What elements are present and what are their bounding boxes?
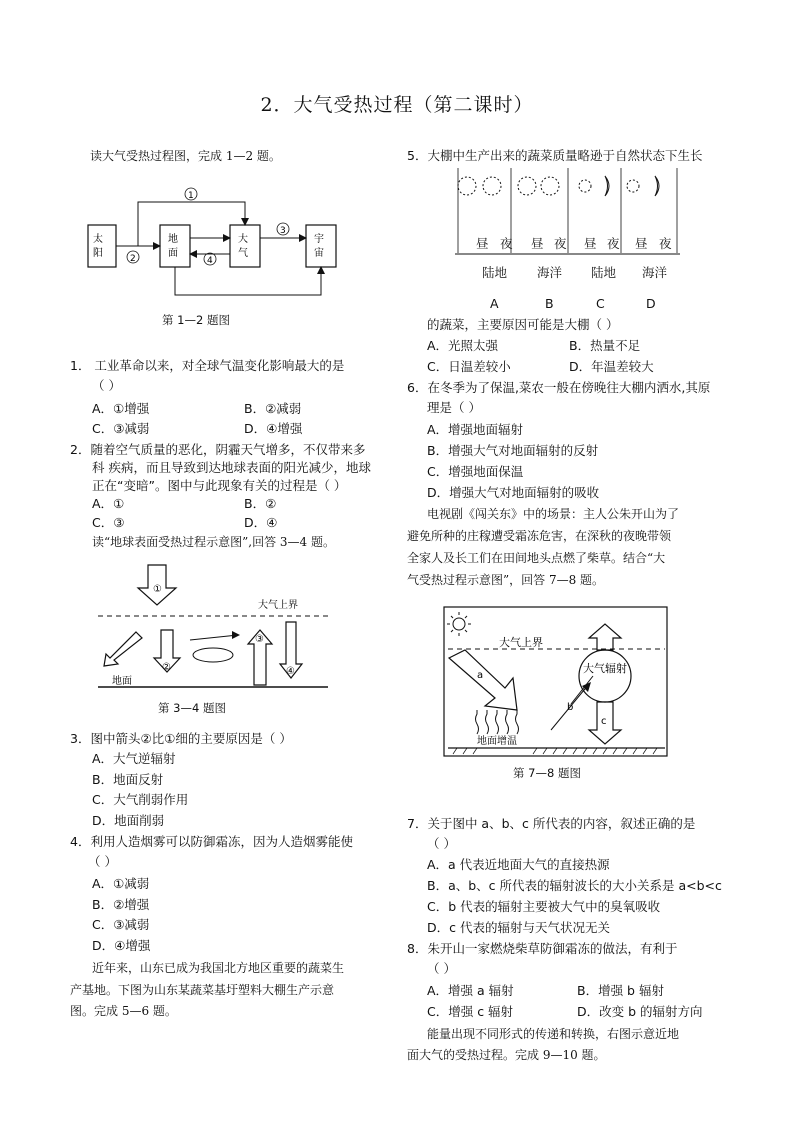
box-atmosphere xyxy=(230,225,260,267)
q8-option-d[interactable]: D．改变 b 的辐射方向 xyxy=(577,1004,703,1019)
intro-5-6-line3: 图。完成 5—6 题。 xyxy=(70,1004,177,1018)
figure-7-8-caption: 第 7—8 题图 xyxy=(513,766,581,780)
q2-line1: 2．随着空气质量的恶化，阴霾天气增多，不仅带来多 xyxy=(70,442,366,457)
box-sun xyxy=(88,225,116,267)
q2-option-a[interactable]: A．① xyxy=(92,496,125,511)
q4-paren: （ ） xyxy=(88,854,117,869)
q2-option-c[interactable]: C．③ xyxy=(92,515,125,530)
intro-7-8-line3: 全家人及长工们在田间地头点燃了柴草。结合“大 xyxy=(407,551,666,565)
q2-line3: 正在“变暗”。图中与此现象有关的过程是（ ） xyxy=(92,478,347,493)
q1-option-c[interactable]: C．③减弱 xyxy=(92,421,150,436)
intro-3-4: 读“地球表面受热过程示意图”,回答 3—4 题。 xyxy=(92,535,335,549)
q4-option-d[interactable]: D．④增强 xyxy=(92,938,151,953)
fig5-letter-b: B xyxy=(545,296,554,311)
q7-option-b[interactable]: B．a、b、c 所代表的辐射波长的大小关系是 a<b<c xyxy=(427,878,722,893)
q5-option-a[interactable]: A．光照太强 xyxy=(427,338,499,353)
q8-paren: （ ） xyxy=(427,961,456,976)
q1-option-d[interactable]: D．④增强 xyxy=(244,421,303,436)
q8-option-a[interactable]: A．增强 a 辐射 xyxy=(427,983,514,998)
q3-option-c[interactable]: C．大气削弱作用 xyxy=(92,792,189,807)
fig5-day-3: 昼 xyxy=(584,236,597,251)
intro-7-8-line2: 避免所种的庄稼遭受霜冻危害，在深秋的夜晚带领 xyxy=(407,529,672,543)
q1-stem: 1． 工业革命以来，对全球气温变化影响最大的是 xyxy=(70,358,345,373)
svg-text:面: 面 xyxy=(168,248,178,259)
q7-option-d[interactable]: D．c 代表的辐射与天气状况无关 xyxy=(427,920,610,935)
fig5-letter-c: C xyxy=(596,296,605,311)
box-ground xyxy=(160,225,190,267)
q5-stem2: 的蔬菜，主要原因可能是大棚（ ） xyxy=(427,317,619,332)
q6-line2: 理是（ ） xyxy=(427,400,481,415)
svg-text:宙: 宙 xyxy=(314,248,324,259)
fig5-group-3: 陆地 xyxy=(591,265,617,280)
figure-3-4-caption: 第 3—4 题图 xyxy=(158,701,226,715)
q7-paren: （ ） xyxy=(427,836,456,851)
svg-text:①: ① xyxy=(153,584,162,595)
q5-option-c[interactable]: C．日温差较小 xyxy=(427,359,511,374)
q6-option-d[interactable]: D．增强大气对地面辐射的吸收 xyxy=(427,485,600,500)
q2-option-b[interactable]: B．② xyxy=(244,496,277,511)
fig5-group-1: 陆地 xyxy=(482,265,508,280)
fig5-group-4: 海洋 xyxy=(642,265,668,280)
svg-text:③: ③ xyxy=(255,634,264,645)
q3-option-d[interactable]: D．地面削弱 xyxy=(92,813,165,828)
q2-line2: 科 疾病，而且导致到达地球表面的阳光减少，地球 xyxy=(92,460,371,475)
intro-9-10-line1: 能量出现不同形式的传递和转换，右图示意近地 xyxy=(427,1027,680,1041)
q3-option-a[interactable]: A．大气逆辐射 xyxy=(92,751,176,766)
fig5-day-2: 昼 xyxy=(531,236,544,251)
q6-option-a[interactable]: A．增强地面辐射 xyxy=(427,422,524,437)
figure-1-2-caption: 第 1—2 题图 xyxy=(162,313,230,327)
q8-option-b[interactable]: B．增强 b 辐射 xyxy=(577,983,664,998)
fig5-night-4: 夜 xyxy=(659,236,672,251)
svg-text:④: ④ xyxy=(286,666,295,677)
svg-text:地: 地 xyxy=(168,234,178,245)
q4-stem: 4．利用人造烟雾可以防御霜冻，因为人造烟雾能使 xyxy=(70,834,353,849)
svg-text:大气辐射: 大气辐射 xyxy=(583,662,627,675)
q3-stem: 3．图中箭头②比①细的主要原因是（ ） xyxy=(70,731,292,746)
q5-option-b[interactable]: B．热量不足 xyxy=(569,338,641,353)
svg-text:1: 1 xyxy=(188,191,194,201)
intro-7-8-line4: 气受热过程示意图”，回答 7—8 题。 xyxy=(407,573,605,587)
q8-option-c[interactable]: C．增强 c 辐射 xyxy=(427,1004,514,1019)
svg-text:大气上界: 大气上界 xyxy=(258,600,298,611)
svg-text:大: 大 xyxy=(238,234,248,245)
figure-7-8 xyxy=(443,606,669,758)
fig5-letter-d: D xyxy=(646,296,656,311)
fig5-group-2: 海洋 xyxy=(537,265,563,280)
svg-text:4: 4 xyxy=(207,256,213,266)
svg-text:3: 3 xyxy=(280,226,286,236)
q1-paren: （ ） xyxy=(92,378,121,393)
q1-option-b[interactable]: B．②减弱 xyxy=(244,401,302,416)
q2-option-d[interactable]: D．④ xyxy=(244,515,278,530)
fig5-night-1: 夜 xyxy=(500,236,513,251)
figure-1-2 xyxy=(78,180,378,310)
q4-option-c[interactable]: C．③减弱 xyxy=(92,917,150,932)
svg-text:地面增温: 地面增温 xyxy=(477,736,517,747)
q5-stem: 5．大棚中生产出来的蔬菜质量略逊于自然状态下生长 xyxy=(407,148,703,163)
q6-line1: 6．在冬季为了保温,菜农一般在傍晚往大棚内洒水,其原 xyxy=(407,380,711,395)
fig5-day-4: 昼 xyxy=(635,236,648,251)
intro-5-6-line1: 近年来，山东已成为我国北方地区重要的蔬菜生 xyxy=(92,961,345,975)
q7-option-c[interactable]: C．b 代表的辐射主要被大气中的臭氧吸收 xyxy=(427,899,661,914)
figure-3-4 xyxy=(98,560,338,695)
q7-stem: 7．关于图中 a、b、c 所代表的内容，叙述正确的是 xyxy=(407,816,696,831)
svg-text:②: ② xyxy=(162,662,171,673)
svg-text:地面: 地面 xyxy=(112,676,132,687)
q6-option-b[interactable]: B．增强大气对地面辐射的反射 xyxy=(427,443,599,458)
box-space xyxy=(306,225,336,267)
svg-text:a: a xyxy=(477,670,484,681)
intro-7-8-line1: 电视剧《闯关东》中的场景：主人公朱开山为了 xyxy=(427,507,680,521)
svg-text:宇: 宇 xyxy=(314,234,324,245)
svg-text:b: b xyxy=(567,702,574,713)
fig5-letter-a: A xyxy=(490,296,499,311)
fig5-night-3: 夜 xyxy=(607,236,620,251)
svg-text:大气上界: 大气上界 xyxy=(499,636,543,649)
intro-1-2: 读大气受热过程图，完成 1—2 题。 xyxy=(90,149,281,163)
q8-stem: 8．朱开山一家燃烧柴草防御霜冻的做法，有利于 xyxy=(407,941,678,956)
svg-text:阳: 阳 xyxy=(93,248,103,259)
q4-option-a[interactable]: A．①减弱 xyxy=(92,876,150,891)
q6-option-c[interactable]: C．增强地面保温 xyxy=(427,464,524,479)
svg-text:2: 2 xyxy=(130,254,136,264)
fig5-day-1: 昼 xyxy=(476,236,489,251)
fig5-night-2: 夜 xyxy=(554,236,567,251)
q3-option-b[interactable]: B．地面反射 xyxy=(92,772,164,787)
svg-text:c: c xyxy=(601,716,607,727)
q4-option-b[interactable]: B．②增强 xyxy=(92,897,150,912)
svg-text:气: 气 xyxy=(238,248,248,259)
page-title: 2．大气受热过程（第二课时） xyxy=(260,94,534,116)
q5-option-d[interactable]: D．年温差较大 xyxy=(569,359,654,374)
intro-5-6-line2: 产基地。下图为山东某蔬菜基圩塑料大棚生产示意 xyxy=(70,983,335,997)
box-label: 太 xyxy=(93,234,103,245)
q7-option-a[interactable]: A．a 代表近地面大气的直接热源 xyxy=(427,857,610,872)
q1-option-a[interactable]: A．①增强 xyxy=(92,401,150,416)
intro-9-10-line2: 面大气的受热过程。完成 9—10 题。 xyxy=(407,1048,606,1062)
